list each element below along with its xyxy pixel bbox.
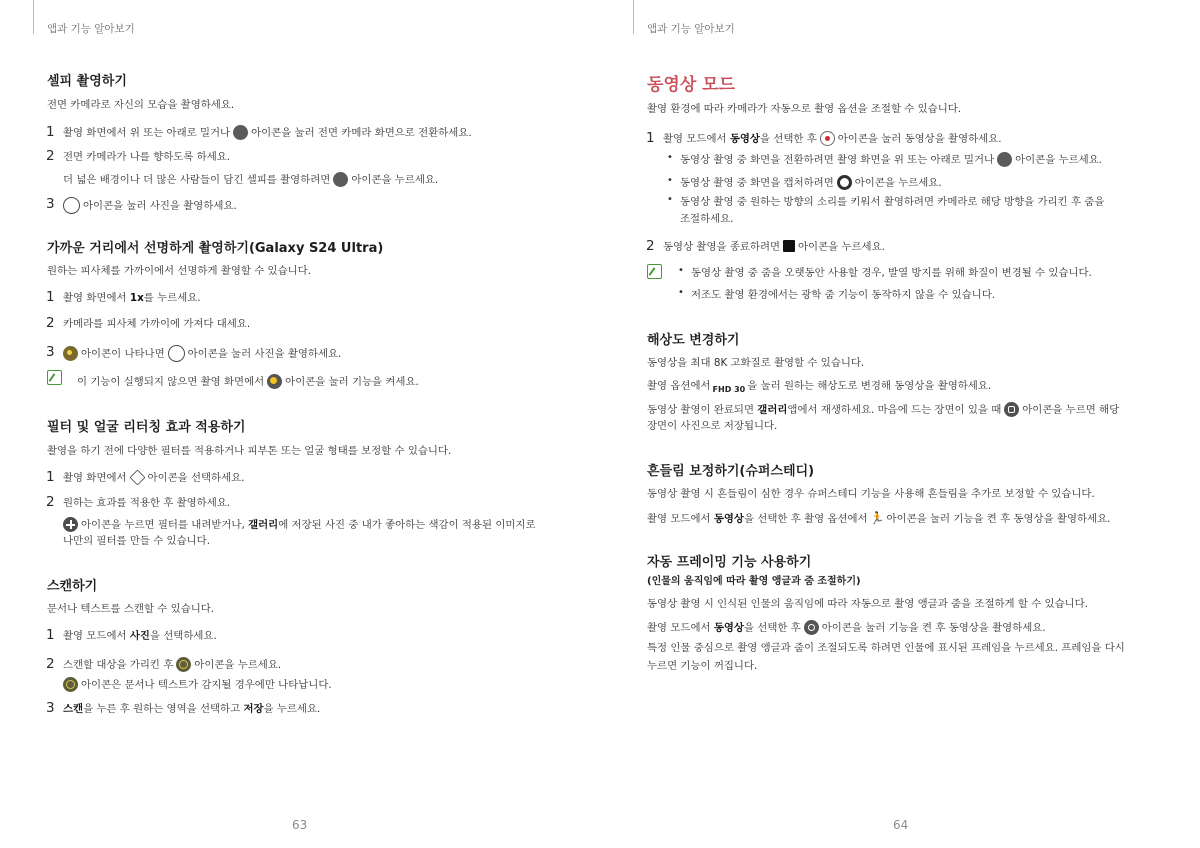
frame-capture-icon	[1004, 402, 1019, 417]
section-title-resolution: 해상도 변경하기	[647, 333, 740, 348]
switch-camera-icon	[233, 125, 248, 140]
section-title-selfie: 셀피 촬영하기	[47, 74, 127, 89]
text: 아이콘이 나타나면	[81, 348, 165, 360]
text: 아이콘을 누르세요.	[798, 241, 885, 253]
text: 을 누르세요.	[263, 703, 321, 715]
text: 을 선택한 후	[759, 133, 817, 145]
resolution-p1: 동영상을 최대 8K 고화질로 촬영할 수 있습니다.	[647, 357, 865, 369]
text: 동영상 촬영을 종료하려면	[663, 241, 781, 253]
bullet: •	[678, 265, 684, 276]
closeup-toggle-icon	[267, 374, 282, 389]
scan-icon	[63, 677, 78, 692]
bullet: •	[667, 194, 673, 205]
framing-subtitle: (인물의 움직임에 따라 촬영 앵글과 줌 조절하기)	[647, 576, 861, 587]
text: 아이콘을 눌러 동영상을 촬영하세요.	[837, 133, 1002, 145]
note-icon	[47, 370, 62, 385]
save-label: 저장	[243, 703, 264, 715]
header-divider	[33, 0, 34, 34]
scan-step-1	[63, 628, 217, 645]
text: 동영상 촬영 중 화면을 전환하려면 촬영 화면을 위 또는 아래로 밀거나	[680, 154, 995, 166]
selfie-intro: 전면 카메라로 자신의 모습을 촬영하세요.	[47, 99, 235, 111]
bullet: •	[678, 287, 684, 298]
video-note-1: 동영상 촬영 중 줌을 오랫동안 사용할 경우, 발열 방지를 위해 화질이 변경될 수 있습니다.	[691, 267, 1092, 279]
right-page	[600, 0, 1200, 848]
step-number: 3	[46, 196, 55, 212]
step-number: 2	[46, 148, 55, 164]
scan-step-2-sub	[63, 677, 332, 694]
text: 촬영 모드에서	[647, 513, 711, 525]
chapter-title-video: 동영상 모드	[647, 75, 736, 95]
text: 촬영 화면에서	[63, 292, 127, 304]
text: 아이콘을 누르세요.	[1015, 154, 1102, 166]
step-number: 2	[46, 494, 55, 510]
text: 아이콘을 눌러 기능을 켜세요.	[285, 376, 419, 388]
step-number: 1	[646, 130, 655, 146]
text: 아이콘을 누르세요.	[194, 659, 282, 671]
step-number: 2	[646, 238, 655, 254]
text: 을 선택한 후 촬영 옵션에서	[743, 513, 868, 525]
video-bullet-3: 동영상 촬영 중 원하는 방향의 소리를 키워서 촬영하려면 카메라로 해당 방향을 가리킨 후 줌을	[680, 196, 1105, 208]
filter-icon	[129, 470, 145, 486]
video-bullet-3-cont: 조절하세요.	[680, 213, 734, 225]
scan-step-2	[63, 657, 281, 674]
scan-label: 스캔	[63, 703, 84, 715]
auto-framing-icon	[804, 620, 819, 635]
scan-step-3	[63, 701, 320, 718]
video-label: 동영상	[713, 622, 744, 634]
framing-p1: 동영상 촬영 시 인식된 인물의 움직임에 따라 자동으로 촬영 앵글과 줌을 조절하게 할 수 있습니다.	[647, 598, 1088, 610]
filter-step-2-sub-cont: 나만의 필터를 만들 수 있습니다.	[63, 535, 210, 547]
text: 앱에서 재생하세요. 마음에 드는 장면이 있을 때	[787, 404, 1002, 416]
running-header: 앱과 기능 알아보기	[647, 23, 735, 35]
text: 촬영 화면에서	[63, 472, 127, 484]
text: 아이콘은 문서나 텍스트가 감지될 경우에만 나타납니다.	[81, 679, 332, 691]
text: 스캔할 대상을 가리킨 후	[63, 659, 174, 671]
zoom-label: 1x	[129, 292, 144, 304]
video-label: 동영상	[729, 133, 760, 145]
scan-icon	[176, 657, 191, 672]
filter-step-2-sub	[63, 517, 536, 534]
video-step-1	[663, 131, 1002, 148]
steady-p1: 동영상 촬영 시 흔들림이 심한 경우 슈퍼스테디 기능을 사용해 흔들림을 추가로 보정할 수 있습니다.	[647, 488, 1095, 500]
text: 아이콘을 눌러 사진을 촬영하세요.	[83, 200, 237, 212]
selfie-step-3	[63, 197, 237, 215]
video-bullet-1	[680, 152, 1102, 169]
text: 아이콘을 누르세요.	[351, 174, 439, 186]
capture-icon	[837, 175, 852, 190]
text: 아이콘을 누르면 필터를 내려받거나,	[81, 519, 245, 531]
closeup-intro: 원하는 피사체를 가까이에서 선명하게 촬영할 수 있습니다.	[47, 265, 312, 277]
framing-p3-cont: 누르면 기능이 꺼집니다.	[647, 660, 758, 672]
selfie-step-1	[63, 125, 472, 142]
closeup-note	[77, 374, 419, 391]
note-icon	[647, 264, 662, 279]
add-icon	[63, 517, 78, 532]
text: 촬영 화면에서 위 또는 아래로 밀거나	[63, 127, 231, 139]
selfie-step-2: 전면 카메라가 나를 향하도록 하세요.	[63, 151, 231, 163]
text: 을 선택한 후	[743, 622, 801, 634]
step-number: 2	[46, 656, 55, 672]
shutter-icon	[63, 197, 80, 214]
text: 동영상 촬영 중 화면을 캡처하려면	[680, 177, 834, 189]
wide-selfie-icon	[333, 172, 348, 187]
closeup-step-2: 카메라를 피사체 가까이에 가져다 대세요.	[63, 318, 251, 330]
text: 아이콘을 눌러 기능을 켠 후 동영상을 촬영하세요.	[886, 513, 1111, 525]
resolution-p3	[647, 402, 1119, 419]
header-divider	[633, 0, 634, 34]
text: 동영상 촬영이 완료되면	[647, 404, 754, 416]
framing-p3: 특정 인물 중심으로 촬영 앵글과 줌이 조절되도록 하려면 인물에 표시된 프레임을 누르세요. 프레임을 다시	[647, 642, 1125, 654]
text: 을 눌러 원하는 해상도로 변경해 동영상을 촬영하세요.	[747, 380, 992, 392]
bullet: •	[667, 175, 673, 186]
text: 아이콘을 선택하세요.	[147, 472, 245, 484]
step-number: 3	[46, 344, 55, 360]
step-number: 1	[46, 124, 55, 140]
step-number: 1	[46, 289, 55, 305]
steady-p2	[647, 510, 1110, 528]
switch-camera-icon	[997, 152, 1012, 167]
running-header: 앱과 기능 알아보기	[47, 23, 135, 35]
text: 더 넓은 배경이나 더 많은 사람들이 담긴 셀피를 촬영하려면	[63, 174, 331, 186]
section-title-filter: 필터 및 얼굴 리터칭 효과 적용하기	[47, 420, 246, 435]
video-intro: 촬영 환경에 따라 카메라가 자동으로 촬영 옵션을 조절할 수 있습니다.	[647, 103, 962, 115]
photo-label: 사진	[129, 630, 150, 642]
text: 을 선택하세요.	[149, 630, 217, 642]
text: 아이콘을 눌러 사진을 촬영하세요.	[187, 348, 342, 360]
text: 를 누르세요.	[143, 292, 201, 304]
selfie-step-2-sub	[63, 172, 438, 189]
resolution-icon: FHD 30	[712, 385, 746, 394]
shutter-icon	[168, 345, 185, 362]
gallery-label: 갤러리	[757, 404, 788, 416]
page-number: 63	[292, 818, 308, 832]
section-title-steady: 흔들림 보정하기(슈퍼스테디)	[647, 464, 815, 479]
filter-step-1	[63, 470, 244, 487]
text: 에 저장된 사진 중 내가 좋아하는 색감이 적용된 이미지로	[278, 519, 536, 531]
step-number: 1	[46, 627, 55, 643]
record-icon	[820, 131, 835, 146]
text: 촬영 모드에서	[647, 622, 711, 634]
filter-intro: 촬영을 하기 전에 다양한 필터를 적용하거나 피부톤 또는 얼굴 형태를 보정할 수 있습니다.	[47, 445, 452, 457]
text: 이 기능이 실행되지 않으면 촬영 화면에서	[77, 376, 265, 388]
section-title-scan: 스캔하기	[47, 579, 98, 594]
filter-step-2: 원하는 효과를 적용한 후 촬영하세요.	[63, 497, 231, 509]
text: 을 누른 후 원하는 영역을 선택하고	[83, 703, 241, 715]
text: 촬영 모드에서	[63, 630, 127, 642]
video-note-2: 저조도 촬영 환경에서는 광학 줌 기능이 동작하지 않을 수 있습니다.	[691, 289, 996, 301]
scan-intro: 문서나 텍스트를 스캔할 수 있습니다.	[47, 603, 215, 615]
step-number: 2	[46, 315, 55, 331]
super-steady-icon: 🏃	[869, 511, 885, 525]
text: 아이콘을 누르면 해당	[1022, 404, 1120, 416]
section-title-closeup: 가까운 거리에서 선명하게 촬영하기(Galaxy S24 Ultra)	[47, 241, 384, 256]
closeup-step-1	[63, 290, 201, 307]
step-number: 1	[46, 469, 55, 485]
closeup-step-3	[63, 345, 341, 363]
section-title-framing: 자동 프레이밍 기능 사용하기	[647, 555, 812, 570]
resolution-p3-cont: 장면이 사진으로 저장됩니다.	[647, 420, 778, 432]
text: 아이콘을 눌러 전면 카메라 화면으로 전환하세요.	[251, 127, 472, 139]
closeup-flower-icon	[63, 346, 78, 361]
framing-p2	[647, 620, 1046, 637]
stop-icon	[783, 240, 795, 252]
step-number: 3	[46, 700, 55, 716]
video-label: 동영상	[713, 513, 744, 525]
bullet: •	[667, 152, 673, 163]
video-bullet-2	[680, 175, 942, 192]
page-number: 64	[893, 818, 909, 832]
text: 아이콘을 눌러 기능을 켠 후 동영상을 촬영하세요.	[821, 622, 1046, 634]
text: 아이콘을 누르세요.	[854, 177, 942, 189]
resolution-p2	[647, 378, 991, 395]
video-step-2	[663, 239, 885, 256]
text: 촬영 옵션에서	[647, 380, 711, 392]
text: 촬영 모드에서	[663, 133, 727, 145]
gallery-label: 갤러리	[248, 519, 279, 531]
